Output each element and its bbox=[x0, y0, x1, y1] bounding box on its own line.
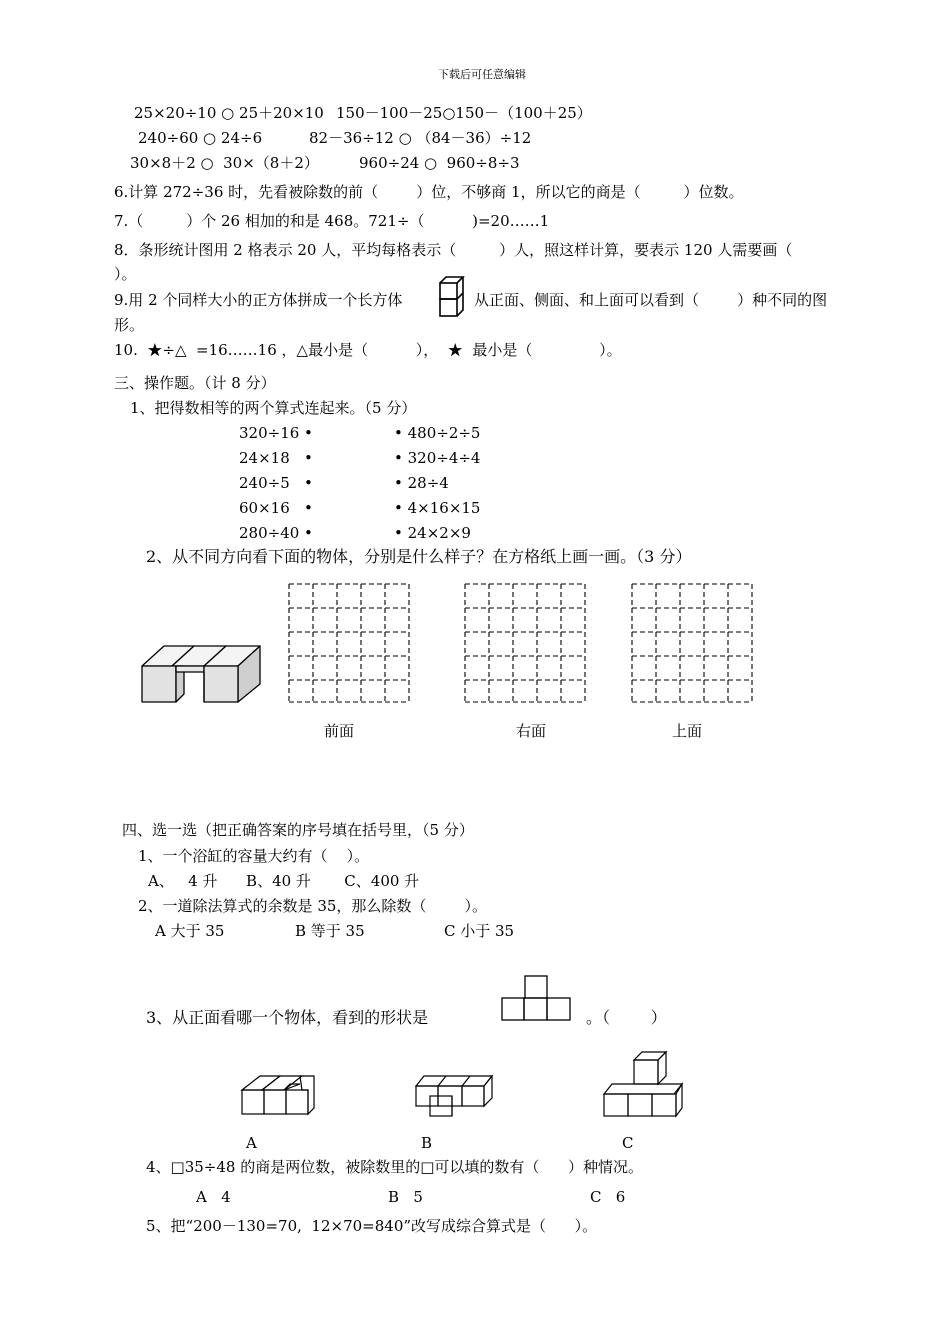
section-3-title: 三、操作题。（计 8 分） bbox=[114, 374, 276, 392]
option-c-figure bbox=[600, 1050, 686, 1120]
question-9-cont: 从正面、侧面、和上面可以看到（ ）种不同的图 bbox=[474, 291, 828, 309]
option-b: B 5 bbox=[388, 1188, 423, 1206]
compare-expression: 25×20÷10 ○ 25＋20×10 bbox=[134, 104, 324, 122]
match-right-item[interactable]: • 320÷4÷4 bbox=[394, 449, 481, 467]
option-a: A 4 bbox=[196, 1188, 231, 1206]
question-10: 10. ★÷△ =16……16 ，△最小是（ ）， ★ 最小是（ ）。 bbox=[114, 341, 622, 359]
option-a: A 大于 35 bbox=[155, 922, 225, 940]
compare-expression: 960÷24 ○ 960÷8÷3 bbox=[359, 154, 520, 172]
match-left-item[interactable]: 60×16 • bbox=[239, 499, 313, 517]
cube-object-figure bbox=[140, 644, 264, 706]
option-c: C 小于 35 bbox=[444, 922, 515, 940]
compare-expression: 30×8＋2 ○ 30×（8＋2） bbox=[130, 154, 319, 172]
section-4-title: 四、选一选（把正确答案的序号填在括号里，（5 分） bbox=[122, 821, 474, 839]
question-7: 7.（ ）个 26 相加的和是 468。721÷（ )=20……1 bbox=[114, 212, 550, 230]
section-4-q3: 3、从正面看哪一个物体，看到的形状是 bbox=[146, 1008, 429, 1027]
match-right-item[interactable]: • 4×16×15 bbox=[394, 499, 481, 517]
section-3-q1: 1、把得数相等的两个算式连起来。（5 分） bbox=[130, 399, 417, 417]
right-view-grid[interactable] bbox=[463, 582, 587, 704]
section-4-q3-answer: 。（ ） bbox=[586, 1008, 667, 1027]
match-left-item[interactable]: 24×18 • bbox=[239, 449, 313, 467]
option-a-label: A bbox=[246, 1134, 257, 1152]
option-c: C 6 bbox=[590, 1188, 626, 1206]
match-right-item[interactable]: • 28÷4 bbox=[394, 474, 449, 492]
section-3-q2: 2、从不同方向看下面的物体，分别是什么样子？在方格纸上画一画。（3 分） bbox=[146, 547, 692, 566]
section-4-q1-options: A、 4 升 B、40 升 C、400 升 bbox=[148, 872, 420, 890]
front-view-shape-figure bbox=[500, 974, 574, 1024]
question-9-end: 形。 bbox=[114, 316, 145, 334]
section-4-q5: 5、把“200－130=70, 12×70=840”改写成综合算式是（ ）。 bbox=[146, 1217, 598, 1235]
match-right-item[interactable]: • 24×2×9 bbox=[394, 524, 471, 542]
option-a-figure bbox=[238, 1070, 322, 1118]
section-4-q2: 2、一道除法算式的余数是 35，那么除数（ ）。 bbox=[138, 897, 488, 915]
question-8: 8．条形统计图用 2 格表示 20 人，平均每格表示（ ）人，照这样计算，要表示 120 人需要画（ bbox=[114, 241, 793, 259]
top-view-grid[interactable] bbox=[630, 582, 754, 704]
grid-label-right: 右面 bbox=[516, 722, 547, 740]
question-9: 9.用 2 个同样大小的正方体拼成一个长方体 bbox=[114, 291, 403, 309]
match-left-item[interactable]: 240÷5 • bbox=[239, 474, 313, 492]
compare-expression: 150－100－25○150－（100＋25） bbox=[336, 104, 592, 122]
front-view-grid[interactable] bbox=[287, 582, 411, 704]
compare-expression: 82－36÷12 ○ （84－36）÷12 bbox=[309, 129, 532, 147]
option-b-label: B bbox=[421, 1134, 433, 1152]
option-b: B 等于 35 bbox=[295, 922, 365, 940]
section-4-q1: 1、一个浴缸的容量大约有（ ）。 bbox=[138, 847, 370, 865]
question-8-cont: ）。 bbox=[114, 265, 137, 283]
option-b-figure bbox=[412, 1072, 496, 1120]
grid-label-front: 前面 bbox=[324, 722, 355, 740]
page-header: 下载后可任意编辑 bbox=[438, 68, 526, 81]
match-right-item[interactable]: • 480÷2÷5 bbox=[394, 424, 481, 442]
compare-expression: 240÷60 ○ 24÷6 bbox=[138, 129, 263, 147]
cuboid-figure bbox=[438, 275, 464, 317]
grid-label-top: 上面 bbox=[672, 722, 703, 740]
match-left-item[interactable]: 320÷16 • bbox=[239, 424, 313, 442]
question-6: 6.计算 272÷36 时，先看被除数的前（ ）位，不够商 1，所以它的商是（ ）位数。 bbox=[114, 183, 744, 201]
match-left-item[interactable]: 280÷40 • bbox=[239, 524, 313, 542]
option-c-label: C bbox=[622, 1134, 634, 1152]
section-4-q4: 4、□35÷48 的商是两位数，被除数里的□可以填的数有（ ）种情况。 bbox=[146, 1158, 644, 1176]
